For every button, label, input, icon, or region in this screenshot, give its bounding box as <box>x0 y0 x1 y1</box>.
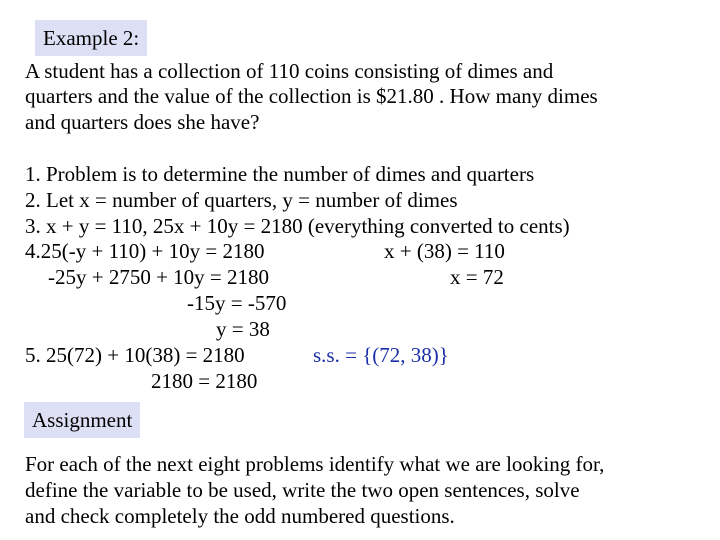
example-label: Example 2: <box>35 20 147 56</box>
assignment-line: For each of the next eight problems identify what we are looking for, <box>25 452 605 476</box>
solution-set: s.s. = {(72, 38)} <box>313 343 449 367</box>
step-5-left: 5. 25(72) + 10(38) = 2180 <box>25 343 245 367</box>
problem-line: A student has a collection of 110 coins consisting of dimes and <box>25 59 554 83</box>
step-4b-left: -25y + 2750 + 10y = 2180 <box>48 265 270 289</box>
step-3: 3. x + y = 110, 25x + 10y = 2180 (everything converted to cents) <box>25 214 570 238</box>
assignment-line: and check completely the odd numbered questions. <box>25 504 455 528</box>
step-4-left: 4.25(-y + 110) + 10y = 2180 <box>25 239 265 263</box>
step-4c: -15y = -570 <box>187 291 287 315</box>
problem-line: and quarters does she have? <box>25 110 260 134</box>
step-4d: y = 38 <box>216 317 270 341</box>
step-2: 2. Let x = number of quarters, y = number of dimes <box>25 188 458 212</box>
problem-line: quarters and the value of the collection is $21.80 . How many dimes <box>25 84 598 108</box>
step-4b-right: x = 72 <box>450 265 504 289</box>
assignment-line: define the variable to be used, write the two open sentences, solve <box>25 478 580 502</box>
step-5b: 2180 = 2180 <box>151 369 258 393</box>
assignment-label: Assignment <box>24 402 140 438</box>
step-1: 1. Problem is to determine the number of dimes and quarters <box>25 162 535 186</box>
step-4-right: x + (38) = 110 <box>384 239 505 263</box>
